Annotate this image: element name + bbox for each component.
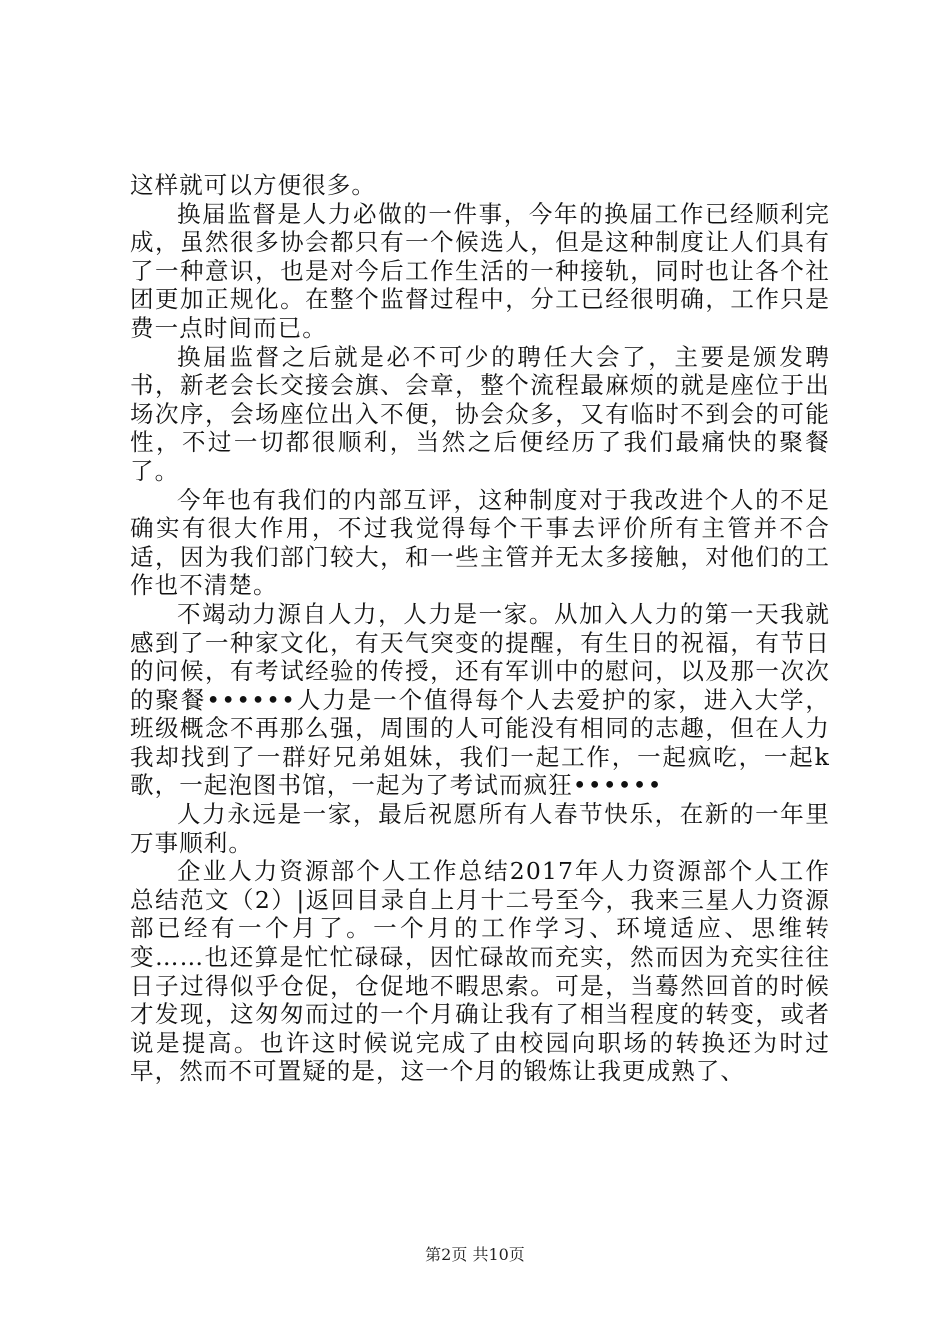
paragraph-1: 这样就可以方便很多。	[130, 171, 376, 199]
document-body	[130, 171, 830, 1086]
page-number: 第2页 共10页	[425, 1245, 525, 1264]
paragraph-4: 今年也有我们的内部互评，这种制度对于我改进个人的不足确实有很大作用，不过我觉得每个干事去评价所有主管并不合适，因为我们部门较大，和一些主管并无太多接触，对他们的工作也不清楚。	[130, 485, 830, 600]
paragraph-6: 人力永远是一家，最后祝愿所有人春节快乐，在新的一年里万事顺利。	[130, 800, 830, 857]
paragraph-2: 换届监督是人力必做的一件事，今年的换届工作已经顺利完成，虽然很多协会都只有一个候选人，但是这种制度让人们具有了一种意识，也是对今后工作生活的一种接轨，同时也让各个社团更加正规化。在整个监督过程中，分工已经很明确，工作只是费一点时间而已。	[130, 199, 830, 342]
paragraph-5: 不竭动力源自人力，人力是一家。从加入人力的第一天我就感到了一种家文化，有天气突变的提醒，有生日的祝福，有节日的问候，有考试经验的传授，还有军训中的慰问，以及那一次次的聚餐••••••人力是一个值得每个人去爱护的家，进入大学，班级概念不再那么强，周围的人可能没有相同的志趣，但在人力我却找到了一群好兄弟姐妹，我们一起工作，一起疯吃，一起k歌，一起泡图书馆，一起为了考试而疯狂••••••	[130, 599, 830, 800]
page-footer	[0, 1245, 950, 1265]
paragraph-7: 企业人力资源部个人工作总结2017年人力资源部个人工作总结范文（2）|返回目录自上月十二号至今，我来三星人力资源部已经有一个月了。一个月的工作学习、环境适应、思维转变……也还算是忙忙碌碌，因忙碌故而充实，然而因为充实往往日子过得似乎仓促，仓促地不暇思索。可是，当蓦然回首的时候才发现，这匆匆而过的一个月确让我有了相当程度的转变，或者说是提高。也许这时候说完成了由校园向职场的转换还为时过早，然而不可置疑的是，这一个月的锻炼让我更成熟了、	[130, 857, 830, 1086]
paragraph-3: 换届监督之后就是必不可少的聘任大会了，主要是颁发聘书，新老会长交接会旗、会章，整个流程最麻烦的就是座位于出场次序，会场座位出入不便，协会众多，又有临时不到会的可能性，不过一切都很顺利，当然之后便经历了我们最痛快的聚餐了。	[130, 342, 830, 485]
